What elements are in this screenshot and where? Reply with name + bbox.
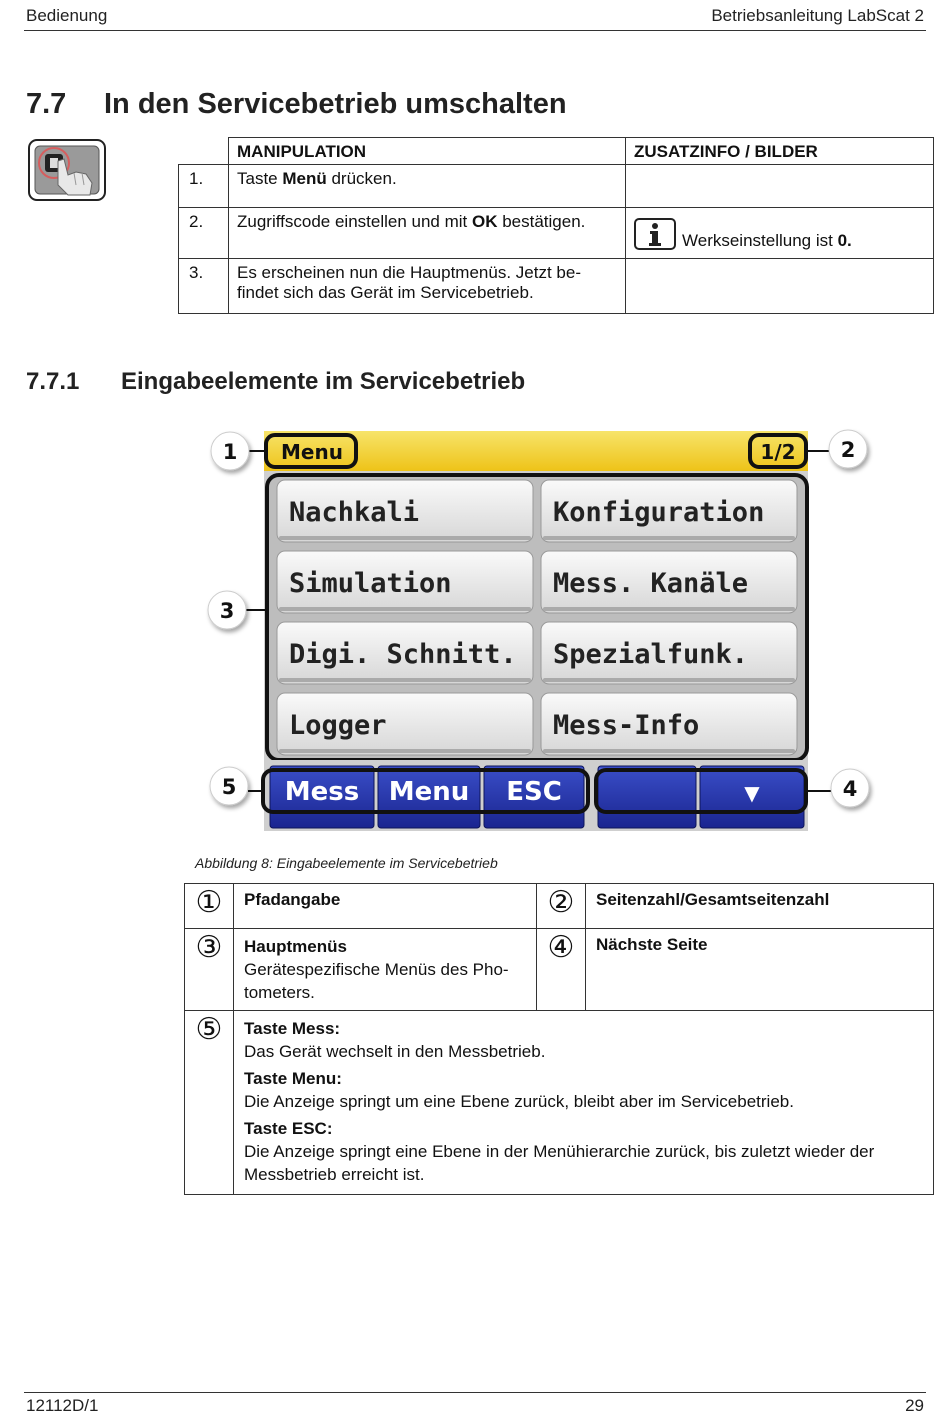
path-label: Menu xyxy=(281,440,343,464)
menu-button-logger[interactable] xyxy=(277,693,533,755)
softkey-next-page[interactable] xyxy=(700,766,804,828)
device-screen-figure xyxy=(200,420,890,840)
softkey-menu[interactable] xyxy=(378,766,480,828)
legend-title-page-count: Seitenzahl/Gesamtseitenzahl xyxy=(586,884,934,929)
menu-button-label: Mess-Info xyxy=(553,710,700,741)
svg-text:2: 2 xyxy=(840,438,856,462)
subsection-number: 7.7.1 xyxy=(26,368,80,395)
page-counter: 1/2 xyxy=(760,440,796,464)
footer-page-number: 29 xyxy=(905,1396,924,1415)
legend-title-path: Pfadangabe xyxy=(234,884,537,929)
menu-button-mess-info[interactable] xyxy=(541,693,797,755)
softkey-mess[interactable] xyxy=(270,766,374,828)
menu-button-nachkali[interactable] xyxy=(277,480,533,542)
step-text: Es erscheinen nun die Hauptmenüs. Jetzt be- findet sich das Gerät im Servicebetrieb. xyxy=(229,259,626,314)
col-manipulation: MANIPULATION xyxy=(229,138,626,165)
subsection-heading xyxy=(26,368,525,396)
footer-rule xyxy=(24,1392,926,1393)
menu-button-label: Nachkali xyxy=(289,497,420,528)
svg-text:1: 1 xyxy=(222,440,238,464)
legend-table xyxy=(184,883,934,1195)
menu-button-simulation[interactable] xyxy=(277,551,533,613)
section-number: 7.7 xyxy=(26,88,67,120)
key-esc-title: Taste ESC: xyxy=(244,1119,333,1138)
legend-title-next-page: Nächste Seite xyxy=(586,929,934,1011)
menu-button-konfiguration[interactable] xyxy=(541,480,797,542)
col-info: ZUSATZINFO / BILDER xyxy=(626,138,934,165)
steps-table xyxy=(178,137,934,314)
menu-button-label: Simulation xyxy=(289,568,452,599)
key-esc-text-1: Die Anzeige springt eine Ebene in der Menühierarchie zurück, bis zuletzt wieder der xyxy=(244,1142,875,1161)
step-number: 2. xyxy=(179,208,229,259)
callout-5 xyxy=(210,767,263,805)
info-note xyxy=(626,208,934,259)
legend-symbol-5: ⑤ xyxy=(185,1011,234,1195)
header-left: Bedienung xyxy=(26,6,108,25)
info-icon xyxy=(634,218,676,250)
key-mess-title: Taste Mess: xyxy=(244,1019,341,1038)
key-mess-text: Das Gerät wechselt in den Messbetrieb. xyxy=(244,1042,546,1061)
subsection-title: Eingabeelemente im Servicebetrieb xyxy=(121,368,526,395)
callout-2 xyxy=(806,430,867,468)
softkey-label: Mess xyxy=(284,777,360,807)
legend-symbol-4: ④ xyxy=(537,929,586,1011)
key-esc-text-2: Messbetrieb erreicht ist. xyxy=(244,1165,425,1184)
menu-button-mess-kanäle[interactable] xyxy=(541,551,797,613)
step-text: Zugriffscode einstellen und mit OK bestätigen. xyxy=(229,208,626,259)
svg-text:3: 3 xyxy=(219,599,235,623)
key-menu-text: Die Anzeige springt um eine Ebene zurück, bleibt aber im Servicebetrieb. xyxy=(244,1092,794,1111)
svg-text:5: 5 xyxy=(221,775,237,799)
footer-doc-number: 12112D/1 xyxy=(26,1396,99,1415)
callout-4 xyxy=(806,769,869,807)
key-menu-title: Taste Menu: xyxy=(244,1069,342,1088)
menu-button-label: Logger xyxy=(289,710,387,741)
menu-button-label: Konfiguration xyxy=(553,497,765,528)
svg-text:4: 4 xyxy=(842,777,858,801)
step-row xyxy=(179,259,934,314)
menu-button-label: Mess. Kanäle xyxy=(553,568,749,599)
softkey-empty[interactable] xyxy=(598,766,696,828)
menu-button-label: Spezialfunk. xyxy=(553,639,749,670)
header-rule xyxy=(24,30,926,31)
info-value: 0. xyxy=(837,231,852,251)
softkey-label: ▼ xyxy=(744,781,760,805)
softkey-esc[interactable] xyxy=(484,766,584,828)
section-heading xyxy=(26,88,567,121)
legend-symbol-1: ① xyxy=(185,884,234,929)
step-number: 1. xyxy=(179,165,229,208)
softkey-label: Menu xyxy=(388,777,470,807)
legend-symbol-3: ③ xyxy=(185,929,234,1011)
callout-3 xyxy=(208,591,267,629)
softkey-label: ESC xyxy=(506,777,562,807)
step-row xyxy=(179,165,934,208)
info-text: Werkseinstellung ist xyxy=(682,231,838,251)
figure-caption: Abbildung 8: Eingabeelemente im Servicebetrieb xyxy=(195,855,498,871)
legend-softkeys xyxy=(234,1011,934,1195)
callout-1 xyxy=(211,432,266,470)
step-text: Taste Menü drücken. xyxy=(229,165,626,208)
menu-button-spezialfunk[interactable] xyxy=(541,622,797,684)
legend-symbol-2: ② xyxy=(537,884,586,929)
menu-button-label: Digi. Schnitt. xyxy=(289,639,517,670)
legend-main-menus: Hauptmenüs Gerätespezifische Menüs des Pho- tometers. xyxy=(234,929,537,1011)
touch-hand-icon xyxy=(28,139,106,201)
softkey-bar xyxy=(270,766,804,828)
step-row xyxy=(179,208,934,259)
step-number: 3. xyxy=(179,259,229,314)
section-title: In den Servicebetrieb umschalten xyxy=(104,88,567,120)
menu-button-digi-schnitt[interactable] xyxy=(277,622,533,684)
header-right: Betriebsanleitung LabScat 2 xyxy=(711,6,924,25)
